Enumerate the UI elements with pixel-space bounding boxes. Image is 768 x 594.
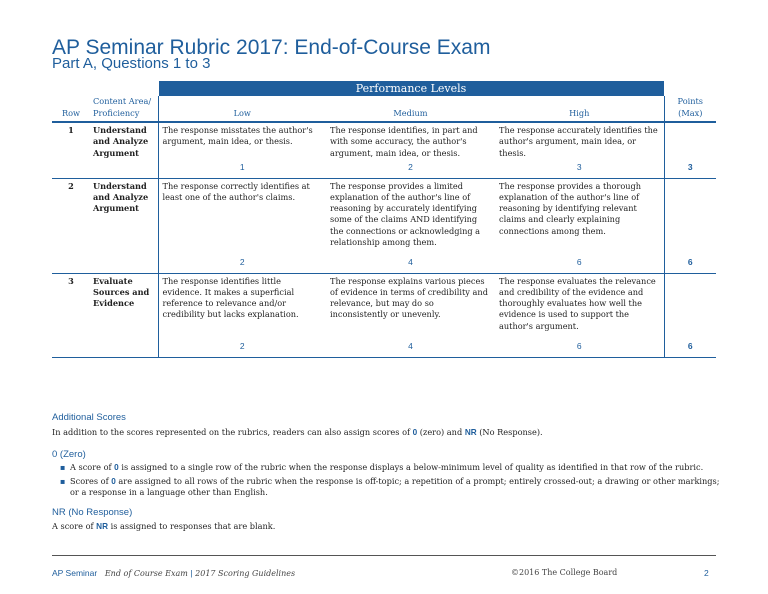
footer-copyright: ©2016 The College Board	[511, 568, 618, 577]
high-score: 3	[495, 160, 664, 178]
row-area-line: Argument	[93, 203, 139, 214]
row-area-line: Evaluate	[93, 275, 133, 286]
additional-scores-heading: Additional Scores	[52, 412, 126, 423]
zero-heading: 0 (Zero)	[52, 449, 86, 460]
row-area-line: Sources and	[93, 286, 150, 297]
medium-description: The response provides a limited explanation of the author's line of reasoning by accurately identifying some of the claims AND identifying the connections or acknowledging a relationship among them.	[330, 180, 481, 247]
zero-bullet-list	[60, 462, 720, 502]
row-area-line: and Analyze	[93, 136, 149, 147]
medium-score: 2	[326, 160, 495, 178]
row-area-line: Evidence	[93, 298, 135, 309]
high-score: 6	[495, 255, 664, 273]
col-header-medium: Medium	[326, 96, 495, 122]
text-run: In addition to the scores represented on the rubrics, readers can also assign scores of	[52, 427, 413, 437]
nr-text	[52, 521, 275, 531]
medium-score: 4	[326, 255, 495, 273]
high-description: The response accurately identifies the author's argument, main idea, or thesis.	[499, 125, 658, 158]
medium-score: 4	[326, 339, 495, 357]
row-number: 3	[52, 273, 90, 357]
text-run: (No Response).	[476, 427, 543, 437]
row-area-line: and Analyze	[93, 191, 149, 202]
row-content-area	[90, 273, 158, 357]
text-run: is assigned to responses that are blank.	[107, 521, 276, 531]
max-points: 3	[664, 122, 716, 178]
list-item	[60, 462, 720, 473]
high-description: The response provides a thorough explanation of the author's line of reasoning by identifying relevant claims and clearly explaining connections among them.	[499, 180, 642, 236]
table-row	[52, 178, 716, 255]
text-run: is assigned to a single row of the rubric when the response displays a below-minimum level of quality as identified in that row of the rubric.	[118, 462, 704, 472]
row-area-line: Understand	[93, 125, 147, 135]
low-score: 2	[158, 255, 326, 273]
text-run: (zero) and	[417, 427, 465, 437]
low-description: The response misstates the author's argument, main idea, or thesis.	[158, 122, 326, 160]
rubric-table	[52, 81, 716, 358]
table-row	[52, 273, 716, 339]
text-run: A score of	[52, 521, 97, 531]
score-zero-label: 0	[111, 477, 116, 487]
col-header-points-line2: (Max)	[678, 107, 703, 118]
low-score: 1	[158, 160, 326, 178]
col-header-low: Low	[158, 96, 326, 122]
table-row	[52, 122, 716, 160]
col-header-area-line2: Proficiency	[93, 107, 140, 118]
score-nr-label: NR	[464, 428, 477, 437]
footer-separator: |	[190, 568, 193, 578]
max-points: 6	[664, 273, 716, 357]
high-score: 6	[495, 339, 664, 357]
text-run: A score of	[70, 462, 115, 472]
score-zero-label: 0	[412, 428, 418, 437]
nr-heading: NR (No Response)	[52, 507, 133, 518]
text-run: are assigned to all rows of the rubric when the response is off-topic; a repetition of a prompt; entirely crossed-out; a drawing or other markings; or a response in a language other than English.	[70, 476, 720, 498]
col-header-points	[664, 96, 716, 122]
row-content-area	[90, 122, 158, 178]
score-nr-label: NR	[96, 522, 108, 531]
footer-brand: AP Seminar	[52, 568, 98, 578]
col-header-high: High	[495, 96, 664, 122]
row-number: 1	[52, 122, 90, 178]
low-description: The response identifies little evidence. It makes a superficial reference to relevance and/or credibility but lacks explanation.	[158, 273, 326, 339]
additional-scores-text	[52, 427, 543, 437]
list-item	[60, 476, 720, 498]
col-header-area-line1: Content Area/	[93, 96, 152, 107]
footer-divider	[52, 555, 716, 556]
low-score: 2	[158, 339, 326, 357]
row-number: 2	[52, 178, 90, 273]
performance-levels-header: Performance Levels	[158, 81, 664, 96]
high-description: The response evaluates the relevance and credibility of the evidence and thoroughly evaluates how well the evidence is used to support the author's argument.	[499, 275, 656, 331]
footer-guidelines: 2017 Scoring Guidelines	[195, 569, 296, 578]
col-header-points-line1: Points	[677, 96, 704, 107]
row-content-area	[90, 178, 158, 273]
row-area-line: Understand	[93, 180, 147, 191]
footer-left	[52, 568, 295, 578]
footer-exam: End of Course Exam	[104, 569, 188, 578]
col-header-row: Row	[52, 96, 90, 122]
medium-description: The response explains various pieces of evidence in terms of credibility and relevance, but may do so inconsistently or unevenly.	[330, 275, 488, 320]
row-area-line: Argument	[93, 147, 139, 158]
page-title: AP Seminar Rubric 2017: End-of-Course Exam	[52, 36, 491, 59]
max-points: 6	[664, 178, 716, 273]
low-description: The response correctly identifies at least one of the author's claims.	[158, 178, 326, 255]
page-number: 2	[704, 568, 709, 578]
score-zero-label: 0	[114, 463, 119, 472]
medium-description: The response identifies, in part and with some accuracy, the author's argument, main idea, or thesis.	[330, 125, 478, 158]
page-subtitle: Part A, Questions 1 to 3	[52, 55, 211, 72]
col-header-area	[90, 96, 158, 122]
text-run: Scores of	[70, 476, 112, 487]
